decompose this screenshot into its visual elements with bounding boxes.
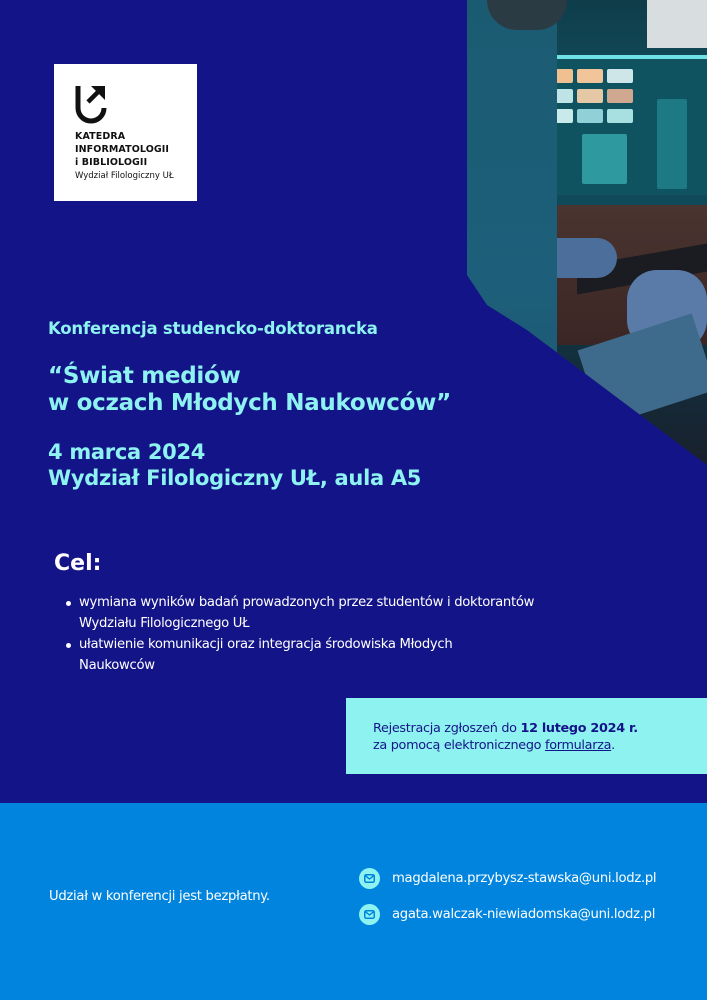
logo-line: KATEDRA [75, 131, 126, 142]
email-address[interactable]: agata.walczak-niewiadomska@uni.lodz.pl [392, 907, 656, 922]
goal-item [64, 634, 584, 676]
logo-line: i BIBLIOLOGII [75, 157, 148, 168]
goal-item [64, 592, 584, 634]
ul-arrow-logo-icon [74, 84, 108, 124]
photo-tile [577, 69, 603, 83]
goal-text: Naukowców [79, 658, 155, 673]
conference-date-venue [48, 439, 421, 491]
photo-tile [607, 89, 633, 103]
footer-section [0, 803, 707, 1000]
conference-type: Konferencja studencko-doktorancka [48, 319, 378, 338]
contact-email-1[interactable] [359, 868, 656, 889]
photo-person [467, 0, 557, 470]
registration-line-2 [373, 737, 707, 754]
free-participation-note: Udział w konferencji jest bezpłatny. [49, 889, 270, 904]
conference-title [48, 363, 451, 417]
conference-date: 4 marca 2024 [48, 440, 206, 464]
photo-tile [577, 89, 603, 103]
logo-text [75, 130, 169, 169]
logo-subtitle: Wydział Filologiczny UŁ [75, 171, 174, 181]
goal-text: ułatwienie komunikacji oraz integracja środowiska Młodych [79, 637, 453, 652]
conference-venue: Wydział Filologiczny UŁ, aula A5 [48, 466, 422, 490]
registration-text: Rejestracja zgłoszeń do [373, 721, 521, 736]
logo-line: INFORMATOLOGII [75, 144, 170, 155]
department-logo [54, 64, 197, 201]
registration-form-link[interactable]: formularza [544, 738, 612, 753]
registration-line-1 [373, 720, 707, 737]
mail-icon [359, 904, 380, 925]
photo-tile [577, 109, 603, 123]
goals-heading: Cel: [54, 551, 102, 576]
contact-email-2[interactable] [359, 904, 655, 925]
registration-box [346, 698, 707, 774]
goal-text: Wydziału Filologicznego UŁ [79, 616, 250, 631]
email-address[interactable]: magdalena.przybysz-stawska@uni.lodz.pl [392, 871, 657, 886]
photo-light [647, 0, 707, 48]
photo-tile [582, 134, 627, 184]
goals-list [64, 592, 584, 676]
photo-tile [657, 99, 687, 189]
photo-tile [607, 109, 633, 123]
title-line: “Świat mediów [48, 363, 241, 389]
registration-text: za pomocą elektronicznego [373, 738, 545, 753]
hero-photo [467, 0, 707, 470]
photo-tile [607, 69, 633, 83]
registration-text: . [611, 738, 615, 753]
title-line: w oczach Młodych Naukowców” [48, 390, 451, 416]
mail-icon [359, 868, 380, 889]
registration-deadline: 12 lutego 2024 r. [520, 721, 638, 736]
goal-text: wymiana wyników badań prowadzonych przez studentów i doktorantów [79, 595, 535, 610]
